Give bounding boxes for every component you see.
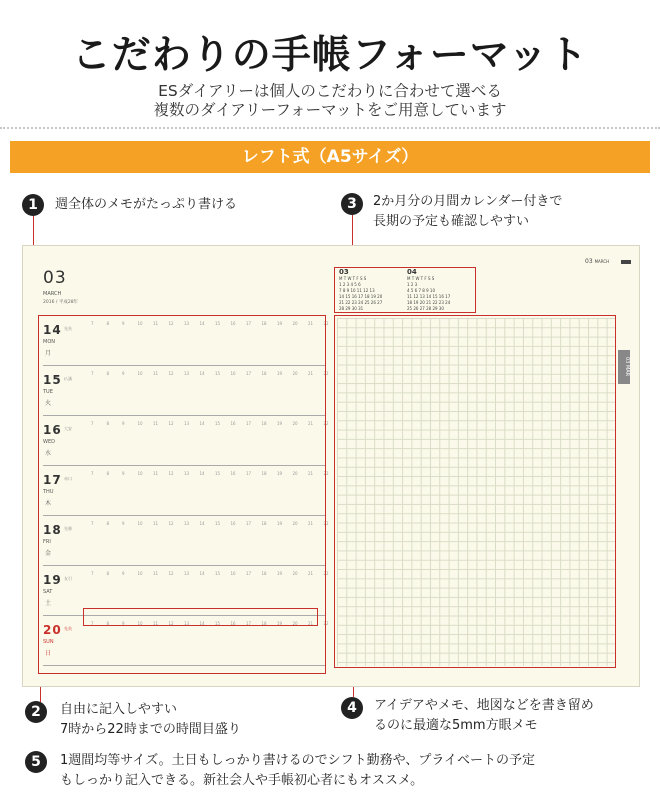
hour-tick: 8 <box>106 521 110 526</box>
page-title: こだわりの手帳フォーマット <box>71 33 589 78</box>
subtitle-line-1: ESダイアリーは個人のこだわりに合わせて選べる <box>158 82 502 100</box>
hour-tick: 22 <box>323 371 329 376</box>
annotation-4-text <box>374 696 594 736</box>
highlight-mini-calendar <box>334 267 476 313</box>
hour-tick: 20 <box>292 621 298 626</box>
mini-calendar-week: 1 2 3 4 5 6 <box>339 282 361 287</box>
day-rokuyo: 先負 <box>64 326 72 331</box>
annotation-2-line-2: 7時から22時までの時間目盛り <box>60 722 241 737</box>
hour-tick: 17 <box>246 321 252 326</box>
hour-tick: 8 <box>106 421 110 426</box>
hour-tick: 9 <box>122 471 125 476</box>
annotation-4-number: 4 <box>341 697 363 719</box>
hour-tick: 18 <box>261 471 267 476</box>
hour-tick: 21 <box>308 371 314 376</box>
day-number: 20 <box>43 623 62 637</box>
hour-tick: 9 <box>122 521 125 526</box>
hour-tick: 12 <box>168 321 174 326</box>
day-name: TUE <box>43 389 53 395</box>
mini-calendar-week: 4 5 6 7 8 9 10 <box>407 288 435 293</box>
hour-tick: 18 <box>261 421 267 426</box>
hour-tick: 9 <box>122 421 125 426</box>
day-rokuyo: 赤口 <box>64 476 72 481</box>
hour-tick: 14 <box>199 571 205 576</box>
day-rokuyo: 先勝 <box>64 526 72 531</box>
day-name: MON <box>43 339 55 345</box>
mini-calendar-march-number: 03 <box>339 268 349 276</box>
hour-tick: 12 <box>168 371 174 376</box>
hour-tick: 8 <box>106 321 110 326</box>
format-banner: レフト式（A5サイズ） <box>10 141 650 173</box>
diary-top-right-month <box>585 258 609 265</box>
hour-tick: 15 <box>215 371 221 376</box>
hour-tick: 12 <box>168 621 174 626</box>
hour-tick: 11 <box>153 571 159 576</box>
day-rokuyo: 仏滅 <box>64 376 72 381</box>
hour-tick: 14 <box>199 371 205 376</box>
mini-calendar-week: 28 29 30 31 <box>339 306 364 311</box>
hour-tick: 16 <box>230 571 236 576</box>
day-number: 16 <box>43 423 62 437</box>
annotation-3-text <box>373 192 562 232</box>
hour-tick: 17 <box>246 521 252 526</box>
hour-tick: 19 <box>277 421 283 426</box>
annotation-3-number: 3 <box>341 193 363 215</box>
hour-tick: 22 <box>323 321 329 326</box>
hour-tick: 7 <box>91 321 94 326</box>
hour-tick: 15 <box>215 621 221 626</box>
annotation-1-number: 1 <box>22 194 44 216</box>
hour-tick: 18 <box>261 571 267 576</box>
day-kanji: 木 <box>45 500 52 507</box>
hour-tick: 8 <box>106 471 110 476</box>
top-right-label: MARCH <box>594 259 610 264</box>
hour-tick: 15 <box>215 421 221 426</box>
hour-tick: 22 <box>323 471 329 476</box>
hour-tick: 13 <box>184 321 190 326</box>
hour-tick: 7 <box>91 621 94 626</box>
hour-tick: 21 <box>308 471 314 476</box>
day-rokuyo: 先負 <box>64 626 72 631</box>
hour-tick: 14 <box>199 471 205 476</box>
hour-tick: 19 <box>277 571 283 576</box>
hour-tick: 17 <box>246 621 252 626</box>
day-rokuyo: 友引 <box>64 576 72 581</box>
hour-tick: 11 <box>153 621 159 626</box>
highlight-grid-memo <box>334 315 616 668</box>
hour-tick: 15 <box>215 571 221 576</box>
hour-tick: 21 <box>308 621 314 626</box>
hour-tick: 13 <box>184 621 190 626</box>
top-right-number: 03 <box>585 258 593 265</box>
hour-tick: 17 <box>246 571 252 576</box>
subtitle-line-2: 複数のダイアリーフォーマットをご用意しています <box>153 101 507 119</box>
hour-tick: 14 <box>199 521 205 526</box>
mini-calendar-week: 7 8 9 10 11 12 13 <box>339 288 375 293</box>
hour-tick: 10 <box>137 521 143 526</box>
hour-tick: 16 <box>230 471 236 476</box>
day-number: 18 <box>43 523 62 537</box>
hour-tick: 17 <box>246 371 252 376</box>
hour-tick: 14 <box>199 321 205 326</box>
hour-tick: 16 <box>230 521 236 526</box>
hour-tick: 20 <box>292 321 298 326</box>
hour-tick: 10 <box>137 321 143 326</box>
hour-tick: 14 <box>199 621 205 626</box>
day-number: 14 <box>43 323 62 337</box>
hour-tick: 18 <box>261 321 267 326</box>
hour-tick: 12 <box>168 571 174 576</box>
hour-tick: 20 <box>292 521 298 526</box>
mini-calendar-week: 25 26 27 28 29 30 <box>407 306 444 311</box>
hour-tick: 19 <box>277 321 283 326</box>
hour-tick: 7 <box>91 421 94 426</box>
hour-tick: 21 <box>308 521 314 526</box>
hour-tick: 21 <box>308 421 314 426</box>
mini-calendar-march-weekdays: M T W T F S S <box>339 276 367 281</box>
hour-tick: 17 <box>246 471 252 476</box>
highlight-time-scale <box>83 608 318 626</box>
annotation-4-line-2: るのに最適な5mm方眼メモ <box>374 718 538 733</box>
hour-tick: 16 <box>230 621 236 626</box>
hour-tick: 11 <box>153 321 159 326</box>
hour-tick: 13 <box>184 371 190 376</box>
hour-tick: 15 <box>215 321 221 326</box>
hour-tick: 7 <box>91 371 94 376</box>
subtitle <box>0 82 660 120</box>
mini-calendar-week: 18 19 20 21 22 23 24 <box>407 300 451 305</box>
hour-tick: 11 <box>153 471 159 476</box>
annotation-5-line-1: 1週間均等サイズ。土日もしっかり書けるのでシフト勤務や、プライベートの予定 <box>60 753 535 768</box>
hour-tick: 9 <box>122 571 125 576</box>
day-name: THU <box>43 489 54 495</box>
annotation-5-text <box>60 751 535 791</box>
hour-tick: 10 <box>137 371 143 376</box>
hour-tick: 9 <box>122 621 125 626</box>
hour-tick: 20 <box>292 571 298 576</box>
hour-tick: 21 <box>308 571 314 576</box>
annotation-3-line-2: 長期の予定も確認しやすい <box>373 214 530 229</box>
hour-tick: 16 <box>230 421 236 426</box>
hour-tick: 14 <box>199 421 205 426</box>
hour-tick: 13 <box>184 471 190 476</box>
hour-tick: 10 <box>137 571 143 576</box>
day-rokuyo: 大安 <box>64 426 72 431</box>
hour-tick: 16 <box>230 321 236 326</box>
day-kanji: 月 <box>45 350 52 357</box>
hour-tick: 22 <box>323 421 329 426</box>
hour-tick: 13 <box>184 521 190 526</box>
hour-tick: 7 <box>91 571 94 576</box>
hour-tick: 22 <box>323 571 329 576</box>
annotation-5-number: 5 <box>25 751 47 773</box>
mini-calendar-week: 1 2 3 <box>407 282 418 287</box>
mini-calendar-week: 21 22 23 24 25 26 27 <box>339 300 383 305</box>
hour-tick: 10 <box>137 471 143 476</box>
hour-tick: 13 <box>184 421 190 426</box>
annotation-2-line-1: 自由に記入しやすい <box>60 702 178 717</box>
hour-tick: 8 <box>106 371 110 376</box>
hour-tick: 18 <box>261 621 267 626</box>
mini-calendar-week: 11 12 13 14 15 16 17 <box>407 294 451 299</box>
hour-tick: 13 <box>184 571 190 576</box>
top-right-bar <box>621 260 631 264</box>
day-number: 15 <box>43 373 62 387</box>
hour-tick: 10 <box>137 421 143 426</box>
hour-tick: 8 <box>106 571 110 576</box>
hour-tick: 18 <box>261 371 267 376</box>
day-kanji: 日 <box>45 650 52 657</box>
hour-tick: 19 <box>277 621 283 626</box>
day-name: FRI <box>43 539 51 545</box>
hour-tick: 8 <box>106 621 110 626</box>
mini-calendar-april-number: 04 <box>407 268 417 276</box>
hour-tick: 19 <box>277 471 283 476</box>
hour-tick: 18 <box>261 521 267 526</box>
annotation-2-text <box>60 700 241 740</box>
hour-tick: 11 <box>153 521 159 526</box>
annotation-1-text: 週全体のメモがたっぷり書ける <box>55 197 238 212</box>
hour-tick: 7 <box>91 471 94 476</box>
hour-tick: 20 <box>292 371 298 376</box>
hour-tick: 15 <box>215 521 221 526</box>
day-number: 19 <box>43 573 62 587</box>
side-month-tab[interactable]: 03 MAR <box>618 350 630 384</box>
hour-tick: 16 <box>230 371 236 376</box>
hour-tick: 12 <box>168 521 174 526</box>
hour-tick: 15 <box>215 471 221 476</box>
hour-tick: 20 <box>292 421 298 426</box>
hour-tick: 17 <box>246 421 252 426</box>
annotation-5-line-2: もしっかり記入できる。新社会人や手帳初心者にもオススメ。 <box>60 773 424 788</box>
day-name: SAT <box>43 589 53 595</box>
diary-month-name: MARCH <box>43 291 62 297</box>
hour-tick: 19 <box>277 371 283 376</box>
hour-tick: 11 <box>153 421 159 426</box>
diary-year: 2016 / 平成28年 <box>43 300 79 305</box>
hour-tick: 22 <box>323 621 329 626</box>
day-name: WED <box>43 439 55 445</box>
mini-calendar-april-weekdays: M T W T F S S <box>407 276 435 281</box>
hour-tick: 12 <box>168 421 174 426</box>
day-kanji: 火 <box>45 400 52 407</box>
hour-tick: 9 <box>122 321 125 326</box>
day-number: 17 <box>43 473 62 487</box>
hour-tick: 11 <box>153 371 159 376</box>
day-kanji: 金 <box>45 550 52 557</box>
dotted-divider <box>0 127 660 129</box>
annotation-4-line-1: アイデアやメモ、地図などを書き留め <box>374 698 594 713</box>
day-name: SUN <box>43 639 54 645</box>
hour-tick: 20 <box>292 471 298 476</box>
hour-tick: 19 <box>277 521 283 526</box>
hour-tick: 10 <box>137 621 143 626</box>
hour-tick: 7 <box>91 521 94 526</box>
day-kanji: 水 <box>45 450 52 457</box>
mini-calendar-week: 14 15 16 17 18 19 20 <box>339 294 383 299</box>
hour-tick: 12 <box>168 471 174 476</box>
annotation-3-line-1: 2か月分の月間カレンダー付きで <box>373 194 563 209</box>
hour-tick: 22 <box>323 521 329 526</box>
annotation-2-number: 2 <box>25 701 47 723</box>
hour-tick: 9 <box>122 371 125 376</box>
diary-month-number: 03 <box>43 268 67 288</box>
day-kanji: 土 <box>45 600 52 607</box>
hour-tick: 21 <box>308 321 314 326</box>
